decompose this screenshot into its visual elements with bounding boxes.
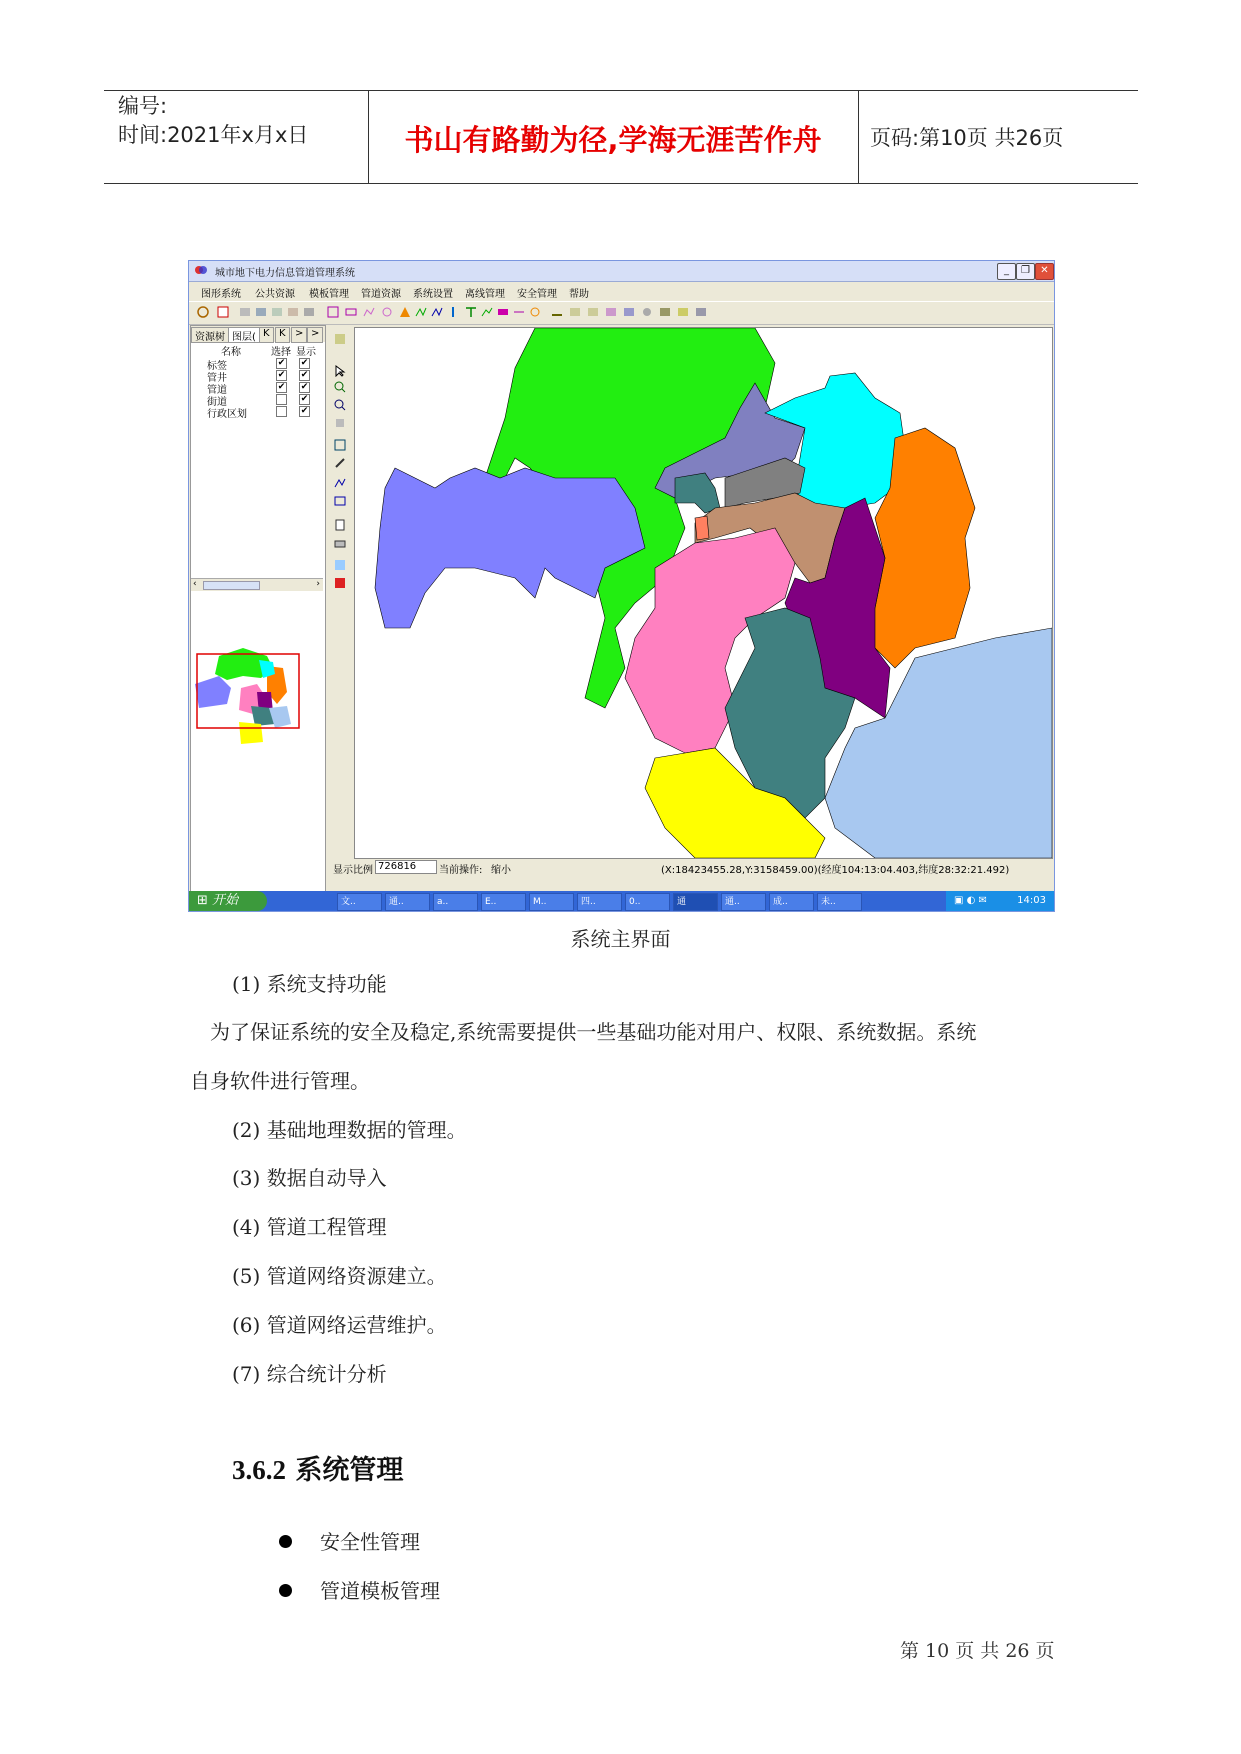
menu-help[interactable]: 帮助 — [569, 289, 589, 300]
ellipse-tool-icon[interactable] — [345, 306, 357, 318]
image-tool-icon[interactable] — [497, 306, 509, 318]
scroll-left-icon[interactable]: ‹ — [193, 579, 197, 589]
taskbar-button[interactable]: E.. — [481, 893, 526, 911]
status-bar — [331, 859, 1051, 875]
pipe-tool-1-icon[interactable] — [239, 306, 251, 318]
start-label: 开始 — [212, 893, 239, 908]
scale-label: 显示比例 — [333, 865, 373, 876]
map-canvas[interactable] — [354, 327, 1053, 859]
pan-icon[interactable] — [334, 417, 346, 429]
layer-select-checkbox[interactable] — [276, 394, 287, 405]
doc-time-label: 时间:2021年x月x日 — [118, 123, 309, 147]
print-icon[interactable] — [334, 537, 346, 549]
layer-select-checkbox[interactable]: ✔ — [277, 370, 286, 380]
panel-tabs — [191, 326, 325, 342]
header-motto: 书山有路勤为径,学海无涯苦作舟 — [404, 123, 822, 157]
layer-select-checkbox[interactable]: ✔ — [277, 382, 286, 392]
header-divider-right — [858, 90, 859, 184]
text-tool-icon[interactable] — [465, 306, 477, 318]
system-tray — [946, 891, 1054, 911]
list-item: (3) 数据自动导入 — [232, 1166, 387, 1190]
pipe-tool-2-icon[interactable] — [255, 306, 267, 318]
target-tool-icon[interactable] — [529, 306, 541, 318]
line-blue-tool-icon[interactable] — [431, 306, 443, 318]
windows-taskbar — [189, 891, 1054, 911]
list-item: (5) 管道网络资源建立。 — [232, 1264, 447, 1288]
taskbar-button[interactable]: 0.. — [625, 893, 670, 911]
overview-map[interactable] — [191, 596, 323, 908]
rectangle-tool-icon[interactable] — [327, 306, 339, 318]
layer-show-checkbox[interactable]: ✔ — [300, 370, 309, 380]
pipe-tool-3-icon[interactable] — [271, 306, 283, 318]
list-item: (4) 管道工程管理 — [232, 1215, 387, 1239]
connect-tool-icon[interactable] — [513, 306, 525, 318]
taskbar-button[interactable]: 未.. — [817, 893, 862, 911]
main-toolbar — [189, 301, 1054, 325]
tab-first[interactable]: K — [259, 327, 274, 343]
close-button[interactable]: ✕ — [1035, 263, 1054, 280]
report-tool-icon[interactable] — [217, 306, 229, 318]
layer-show-checkbox[interactable]: ✔ — [300, 394, 309, 404]
app-logo-icon — [194, 264, 208, 277]
layer-name: 管道 — [207, 385, 227, 396]
zoom-in-icon[interactable] — [334, 381, 346, 393]
layers-tool-icon[interactable] — [197, 306, 209, 318]
header-bottom-rule — [104, 183, 1138, 184]
figure-caption: 系统主界面 — [570, 927, 671, 951]
tool-palette-icon[interactable] — [334, 333, 346, 345]
bullet-icon — [279, 1584, 292, 1597]
list-item: (1) 系统支持功能 — [232, 972, 387, 996]
document-icon[interactable] — [334, 519, 346, 531]
taskbar-button[interactable]: a.. — [433, 893, 478, 911]
menu-public-resources[interactable]: 公共资源 — [255, 289, 295, 300]
layer-show-checkbox[interactable]: ✔ — [300, 358, 309, 368]
grid-tool-2-icon[interactable] — [587, 306, 599, 318]
menu-offline[interactable]: 离线管理 — [465, 289, 505, 300]
list-item: (6) 管道网络运营维护。 — [232, 1313, 447, 1337]
header-top-rule — [104, 90, 1138, 91]
app-screenshot — [188, 260, 1055, 912]
layer-panel — [190, 325, 326, 912]
window-titlebar — [189, 261, 1054, 282]
layer-name: 街道 — [207, 397, 227, 408]
section-number: 3.6.2 — [232, 1455, 286, 1485]
grid-tool-3-icon[interactable] — [605, 306, 617, 318]
overview-map-svg — [191, 596, 323, 796]
chat-tool-icon[interactable] — [641, 306, 653, 318]
tree-tool-icon[interactable] — [659, 306, 671, 318]
list-item: (2) 基础地理数据的管理。 — [232, 1118, 467, 1142]
section-heading — [232, 1448, 403, 1487]
layer-col-show: 显示 — [296, 347, 316, 358]
layer-name: 行政区划 — [207, 409, 247, 420]
tab-last[interactable]: > — [307, 327, 323, 343]
thermometer-tool-icon[interactable] — [447, 306, 459, 318]
layer-col-select: 选择 — [271, 347, 291, 358]
paragraph-line: 自身软件进行管理。 — [190, 1069, 370, 1093]
doc-number-label: 编号: — [118, 94, 168, 118]
tray-clock: 14:03 — [1017, 895, 1046, 906]
circle-tool-icon[interactable] — [381, 306, 393, 318]
taskbar-button[interactable]: 文.. — [337, 893, 382, 911]
rectangle-icon[interactable] — [334, 495, 346, 507]
menu-graphics[interactable]: 图形系统 — [201, 289, 241, 300]
layer-row — [191, 405, 325, 418]
tray-icons[interactable]: ▣ ◐ ✉ — [954, 895, 987, 906]
scroll-thumb[interactable] — [203, 581, 260, 590]
window-title: 城市地下电力信息管道管理系统 — [215, 268, 355, 279]
trend-tool-icon[interactable] — [481, 306, 493, 318]
layer-show-checkbox[interactable]: ✔ — [300, 406, 309, 416]
tab-resource-tree[interactable]: 资源树 — [191, 327, 229, 343]
district-map-svg — [355, 328, 1052, 858]
taskbar-button[interactable]: 成.. — [769, 893, 814, 911]
layer-name: 标签 — [207, 361, 227, 372]
pencil-icon[interactable] — [334, 457, 346, 469]
bullet-item: 管道模板管理 — [320, 1579, 440, 1603]
horizontal-scrollbar[interactable] — [191, 578, 323, 591]
full-extent-icon[interactable] — [334, 439, 346, 451]
pipe-tool-4-icon[interactable] — [287, 306, 299, 318]
red-tool-icon[interactable] — [334, 577, 346, 589]
menu-security[interactable]: 安全管理 — [517, 289, 557, 300]
scale-value-field[interactable]: 726816 — [375, 860, 437, 874]
restore-button[interactable]: ❐ — [1016, 263, 1035, 280]
minimize-button[interactable]: _ — [997, 263, 1016, 280]
vertical-toolbar — [330, 325, 350, 845]
tab-layers[interactable]: 图层( — [228, 327, 260, 343]
bullet-item: 安全性管理 — [320, 1530, 420, 1554]
grid-tool-1-icon[interactable] — [569, 306, 581, 318]
windows-logo-icon: ⊞ — [197, 893, 208, 908]
bullet-icon — [279, 1535, 292, 1548]
coordinates-readout: (X:18423455.28,Y:3158459.00)(经度104:13:04.403,纬度28:32:21.492) — [661, 865, 1010, 876]
polyline-icon[interactable] — [334, 477, 346, 489]
layer-col-name: 名称 — [221, 347, 241, 358]
triangle-tool-icon[interactable] — [399, 306, 411, 318]
paragraph-line: 为了保证系统的安全及稳定,系统需要提供一些基础功能对用户、权限、系统数据。系统 — [210, 1020, 977, 1044]
flow-tool-icon[interactable] — [677, 306, 689, 318]
page-footer: 第 10 页 共 26 页 — [900, 1640, 1055, 1662]
operation-label: 当前操作: — [439, 865, 483, 876]
taskbar-button[interactable]: M.. — [529, 893, 574, 911]
zoom-out-icon[interactable] — [334, 399, 346, 411]
grid-tool-4-icon[interactable] — [623, 306, 635, 318]
start-button[interactable] — [189, 891, 267, 911]
export-image-icon[interactable] — [334, 559, 346, 571]
layer-name: 管井 — [207, 373, 227, 384]
district-salmon[interactable] — [695, 516, 709, 540]
menu-template[interactable]: 模板管理 — [309, 289, 349, 300]
layer-select-checkbox[interactable] — [276, 406, 287, 417]
layer-show-checkbox[interactable]: ✔ — [300, 382, 309, 392]
polyline-tool-icon[interactable] — [363, 306, 375, 318]
measure-tool-icon[interactable] — [551, 306, 563, 318]
section-title: 系统管理 — [295, 1455, 404, 1486]
taskbar-button[interactable]: 通.. — [721, 893, 766, 911]
taskbar-button[interactable]: 四.. — [577, 893, 622, 911]
pointer-icon[interactable] — [334, 365, 346, 377]
header-page-number: 页码:第10页 共26页 — [870, 126, 1064, 150]
tab-next[interactable]: > — [291, 327, 307, 343]
export-tool-icon[interactable] — [695, 306, 707, 318]
menu-pipe-resources[interactable]: 管道资源 — [361, 289, 401, 300]
line-green-tool-icon[interactable] — [415, 306, 427, 318]
taskbar-button[interactable]: 通 — [673, 893, 718, 911]
tab-prev[interactable]: K — [275, 327, 290, 343]
menu-bar — [189, 282, 1054, 300]
scroll-right-icon[interactable]: › — [316, 579, 320, 589]
operation-value: 缩小 — [491, 865, 511, 876]
header-meta — [118, 92, 308, 150]
list-item: (7) 综合统计分析 — [232, 1362, 387, 1386]
layer-select-checkbox[interactable]: ✔ — [277, 358, 286, 368]
taskbar-button[interactable]: 通.. — [385, 893, 430, 911]
menu-system-settings[interactable]: 系统设置 — [413, 289, 453, 300]
pipe-tool-5-icon[interactable] — [303, 306, 315, 318]
